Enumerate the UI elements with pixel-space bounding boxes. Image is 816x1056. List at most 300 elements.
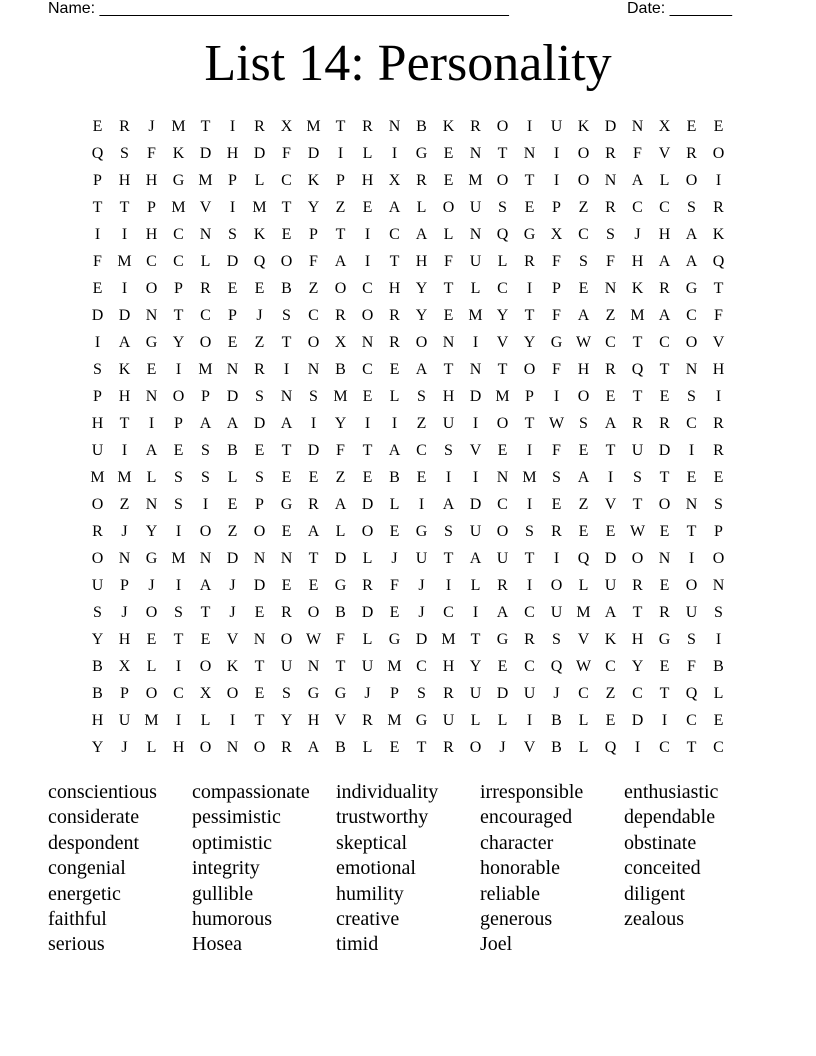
grid-letter: F [552, 253, 561, 270]
grid-letter: Z [119, 496, 130, 513]
grid-letter: H [145, 172, 158, 189]
grid-letter: I [364, 253, 371, 270]
grid-letter: B [416, 118, 427, 135]
grid-letter: M [495, 388, 510, 405]
grid-letter: H [415, 253, 428, 270]
grid-letter: A [415, 361, 428, 378]
grid-letter: P [120, 685, 129, 702]
grid-letter: H [307, 712, 320, 729]
grid-letter: I [175, 712, 182, 729]
grid-letter: T [335, 226, 346, 243]
grid-letter: P [120, 577, 129, 594]
word-bank-item: conceited [624, 857, 701, 880]
grid-letter: S [579, 253, 588, 270]
grid-letter: D [415, 631, 428, 648]
grid-letter: C [632, 685, 643, 702]
grid-letter: R [524, 253, 535, 270]
grid-letter: T [686, 523, 697, 540]
grid-letter: C [497, 496, 508, 513]
grid-letter: G [145, 550, 158, 567]
grid-row [84, 383, 732, 410]
grid-letter: D [307, 145, 320, 162]
word-bank-item: humorous [192, 908, 272, 931]
grid-letter: S [552, 469, 561, 486]
grid-letter: D [496, 685, 509, 702]
word-column [336, 780, 480, 958]
grid-letter: T [119, 415, 130, 432]
grid-letter: D [361, 604, 374, 621]
grid-row [84, 329, 732, 356]
grid-letter: I [148, 415, 155, 432]
word-bank-item: considerate [48, 806, 140, 829]
grid-letter: T [200, 604, 211, 621]
grid-letter: U [442, 712, 455, 729]
grid-letter: C [389, 226, 400, 243]
grid-letter: G [415, 145, 428, 162]
grid-letter: N [685, 361, 698, 378]
grid-letter: D [118, 307, 131, 324]
grid-letter: E [92, 280, 103, 297]
grid-letter: O [469, 739, 482, 756]
grid-letter: K [631, 280, 644, 297]
grid-letter: H [172, 739, 185, 756]
grid-letter: M [171, 118, 186, 135]
grid-letter: L [389, 496, 400, 513]
grid-letter: R [605, 361, 616, 378]
grid-letter: O [415, 334, 428, 351]
grid-letter: I [121, 226, 128, 243]
grid-letter: O [307, 604, 320, 621]
grid-letter: C [362, 361, 373, 378]
grid-letter: C [713, 739, 724, 756]
grid-letter: Y [334, 415, 347, 432]
grid-letter: E [254, 685, 265, 702]
grid-letter: P [714, 523, 723, 540]
grid-letter: I [202, 496, 209, 513]
grid-letter: I [634, 739, 641, 756]
grid-letter: L [416, 199, 427, 216]
grid-letter: O [199, 658, 212, 675]
grid-letter: C [443, 604, 454, 621]
grid-letter: C [362, 280, 373, 297]
grid-letter: T [659, 469, 670, 486]
grid-letter: T [524, 307, 535, 324]
grid-letter: U [415, 550, 428, 567]
grid-letter: E [659, 658, 670, 675]
grid-letter: E [254, 442, 265, 459]
grid-letter: P [93, 172, 102, 189]
grid-row [84, 167, 732, 194]
grid-letter: L [497, 712, 508, 729]
grid-letter: C [146, 253, 157, 270]
grid-letter: C [659, 334, 670, 351]
grid-letter: M [252, 199, 267, 216]
word-bank-item: zealous [624, 908, 684, 931]
grid-letter: C [497, 280, 508, 297]
grid-letter: R [659, 280, 670, 297]
grid-letter: T [605, 442, 616, 459]
grid-letter: B [92, 685, 103, 702]
grid-letter: A [415, 226, 428, 243]
grid-letter: A [388, 199, 401, 216]
grid-letter: A [577, 469, 590, 486]
grid-letter: O [496, 415, 509, 432]
grid-letter: F [309, 253, 318, 270]
grid-letter: Z [335, 199, 346, 216]
grid-letter: I [526, 496, 533, 513]
grid-letter: O [226, 685, 239, 702]
grid-letter: S [255, 388, 264, 405]
grid-letter: E [578, 442, 589, 459]
grid-letter: I [445, 469, 452, 486]
word-bank-item: optimistic [192, 831, 272, 854]
grid-letter: A [658, 253, 671, 270]
grid-letter: D [604, 550, 617, 567]
grid-letter: F [336, 631, 345, 648]
grid-row [84, 275, 732, 302]
word-bank-item: reliable [480, 882, 540, 905]
grid-letter: G [334, 685, 347, 702]
grid-letter: A [469, 550, 482, 567]
word-bank-item: encouraged [480, 806, 573, 829]
grid-letter: A [226, 415, 239, 432]
grid-letter: A [388, 442, 401, 459]
grid-letter: U [631, 442, 644, 459]
grid-letter: M [117, 253, 132, 270]
grid-letter: Z [605, 685, 616, 702]
grid-letter: U [280, 658, 293, 675]
grid-letter: A [199, 415, 212, 432]
grid-letter: R [119, 118, 130, 135]
grid-letter: C [686, 415, 697, 432]
grid-letter: I [121, 280, 128, 297]
grid-letter: G [550, 334, 563, 351]
grid-row [84, 599, 732, 626]
grid-letter: B [92, 658, 103, 675]
grid-letter: N [145, 388, 158, 405]
grid-letter: G [388, 631, 401, 648]
grid-letter: P [201, 388, 210, 405]
grid-letter: S [606, 226, 615, 243]
grid-letter: I [391, 145, 398, 162]
grid-letter: Y [415, 307, 428, 324]
grid-letter: E [389, 604, 400, 621]
grid-letter: G [334, 577, 347, 594]
grid-letter: D [253, 415, 266, 432]
grid-letter: X [199, 685, 212, 702]
grid-letter: V [712, 334, 725, 351]
grid-letter: C [686, 712, 697, 729]
word-bank-item: compassionate [192, 781, 310, 803]
grid-letter: N [118, 550, 131, 567]
grid-letter: J [229, 577, 236, 594]
word-bank-item: dependable [624, 806, 716, 829]
grid-letter: A [604, 604, 617, 621]
grid-letter: J [229, 604, 236, 621]
grid-letter: E [200, 631, 211, 648]
grid-letter: L [254, 172, 265, 189]
grid-letter: Y [415, 280, 428, 297]
grid-row [84, 140, 732, 167]
grid-letter: T [200, 118, 211, 135]
grid-row [84, 302, 732, 329]
grid-letter: H [577, 361, 590, 378]
grid-letter: V [496, 334, 509, 351]
grid-letter: E [227, 334, 238, 351]
grid-letter: R [362, 577, 373, 594]
grid-letter: Q [631, 361, 644, 378]
grid-letter: E [659, 388, 670, 405]
grid-letter: N [226, 361, 239, 378]
grid-letter: T [254, 658, 265, 675]
grid-letter: I [526, 118, 533, 135]
grid-letter: A [631, 172, 644, 189]
grid-letter: S [93, 361, 102, 378]
grid-letter: T [281, 442, 292, 459]
grid-letter: B [281, 280, 292, 297]
word-bank-item: timid [336, 933, 379, 956]
grid-letter: M [171, 199, 186, 216]
grid-letter: U [469, 199, 482, 216]
grid-letter: U [361, 658, 374, 675]
grid-row [84, 545, 732, 572]
grid-letter: T [173, 307, 184, 324]
grid-letter: T [308, 550, 319, 567]
grid-letter: I [175, 658, 182, 675]
grid-letter: L [146, 658, 157, 675]
grid-letter: E [281, 577, 292, 594]
grid-letter: J [121, 604, 128, 621]
grid-row [84, 464, 732, 491]
grid-letter: F [147, 145, 156, 162]
grid-letter: L [200, 253, 211, 270]
grid-letter: L [335, 523, 346, 540]
word-bank-item: emotional [336, 857, 416, 880]
grid-letter: N [658, 550, 671, 567]
grid-letter: U [442, 415, 455, 432]
grid-letter: T [632, 388, 643, 405]
grid-letter: I [472, 415, 479, 432]
grid-letter: N [604, 172, 617, 189]
grid-letter: S [174, 604, 183, 621]
grid-letter: O [712, 145, 725, 162]
grid-letter: L [362, 145, 373, 162]
grid-letter: C [605, 658, 616, 675]
grid-letter: R [632, 577, 643, 594]
grid-letter: E [578, 523, 589, 540]
grid-letter: J [364, 685, 371, 702]
grid-letter: O [280, 253, 293, 270]
grid-letter: B [551, 712, 562, 729]
grid-letter: X [334, 334, 347, 351]
grid-letter: E [443, 172, 454, 189]
grid-letter: I [283, 361, 290, 378]
grid-letter: C [632, 199, 643, 216]
grid-letter: L [227, 469, 238, 486]
grid-letter: A [307, 739, 320, 756]
grid-letter: I [553, 145, 560, 162]
grid-letter: S [417, 685, 426, 702]
grid-letter: H [226, 145, 239, 162]
grid-letter: S [309, 388, 318, 405]
grid-letter: G [415, 712, 428, 729]
date-field-label: Date: _______ [627, 0, 732, 17]
grid-letter: O [712, 550, 725, 567]
grid-letter: V [334, 712, 347, 729]
word-bank-item: conscientious [48, 781, 157, 803]
grid-letter: R [281, 739, 292, 756]
grid-letter: A [334, 253, 347, 270]
grid-letter: S [201, 442, 210, 459]
grid-letter: B [389, 469, 400, 486]
grid-letter: L [362, 739, 373, 756]
grid-letter: R [470, 118, 481, 135]
grid-letter: G [685, 280, 698, 297]
grid-letter: I [94, 226, 101, 243]
grid-letter: O [658, 496, 671, 513]
grid-letter: B [551, 739, 562, 756]
grid-letter: K [577, 118, 590, 135]
grid-letter: S [687, 631, 696, 648]
grid-letter: Z [227, 523, 238, 540]
grid-letter: O [199, 523, 212, 540]
grid-letter: E [227, 280, 238, 297]
grid-letter: C [659, 739, 670, 756]
grid-letter: N [145, 307, 158, 324]
grid-letter: N [199, 226, 212, 243]
grid-row [84, 410, 732, 437]
grid-letter: Q [685, 685, 698, 702]
grid-letter: R [389, 307, 400, 324]
grid-letter: S [417, 388, 426, 405]
grid-letter: E [308, 469, 319, 486]
grid-letter: E [146, 361, 157, 378]
grid-row [84, 572, 732, 599]
grid-letter: O [577, 172, 590, 189]
grid-letter: F [282, 145, 291, 162]
grid-letter: D [469, 388, 482, 405]
grid-letter: T [443, 361, 454, 378]
grid-letter: Y [523, 334, 536, 351]
grid-letter: L [578, 577, 589, 594]
grid-letter: L [146, 739, 157, 756]
grid-letter: R [551, 523, 562, 540]
grid-letter: N [523, 145, 536, 162]
grid-letter: L [578, 739, 589, 756]
grid-letter: H [631, 253, 644, 270]
word-bank-item: faithful [48, 908, 107, 931]
grid-letter: M [333, 388, 348, 405]
grid-letter: E [146, 631, 157, 648]
grid-letter: N [280, 388, 293, 405]
grid-letter: Z [605, 307, 616, 324]
grid-letter: E [659, 523, 670, 540]
grid-letter: I [472, 334, 479, 351]
grid-letter: O [199, 739, 212, 756]
grid-letter: E [605, 388, 616, 405]
grid-letter: O [631, 550, 644, 567]
grid-letter: L [389, 388, 400, 405]
grid-letter: O [577, 388, 590, 405]
grid-row [84, 626, 732, 653]
grid-letter: E [686, 118, 697, 135]
name-field-label: Name: ______________________________________________ [48, 0, 509, 17]
grid-letter: E [686, 469, 697, 486]
grid-row [84, 221, 732, 248]
grid-letter: T [416, 739, 427, 756]
grid-letter: N [307, 361, 320, 378]
grid-letter: P [552, 199, 561, 216]
grid-letter: E [551, 496, 562, 513]
word-search-grid [84, 113, 732, 761]
grid-letter: T [443, 550, 454, 567]
grid-letter: O [523, 361, 536, 378]
grid-letter: B [227, 442, 238, 459]
grid-letter: V [199, 199, 212, 216]
grid-letter: I [121, 442, 128, 459]
word-bank-item: skeptical [336, 831, 408, 854]
grid-letter: T [281, 334, 292, 351]
grid-letter: C [578, 685, 589, 702]
grid-letter: A [577, 307, 590, 324]
grid-letter: U [550, 604, 563, 621]
grid-letter: Z [578, 496, 589, 513]
grid-letter: J [148, 118, 155, 135]
grid-letter: H [91, 415, 104, 432]
grid-letter: Q [712, 253, 725, 270]
grid-letter: N [469, 226, 482, 243]
grid-letter: V [658, 145, 671, 162]
grid-letter: E [524, 199, 535, 216]
grid-letter: I [526, 442, 533, 459]
grid-letter: O [91, 550, 104, 567]
grid-letter: R [389, 334, 400, 351]
grid-letter: I [175, 523, 182, 540]
grid-letter: D [91, 307, 104, 324]
grid-letter: G [307, 685, 320, 702]
grid-letter: N [469, 145, 482, 162]
grid-letter: N [253, 631, 266, 648]
grid-letter: S [93, 604, 102, 621]
grid-letter: L [578, 712, 589, 729]
grid-letter: F [552, 442, 561, 459]
word-bank-item: diligent [624, 882, 686, 905]
grid-letter: O [91, 496, 104, 513]
grid-row [84, 113, 732, 140]
grid-row [84, 707, 732, 734]
grid-letter: M [90, 469, 105, 486]
grid-letter: P [147, 199, 156, 216]
grid-letter: R [605, 199, 616, 216]
grid-letter: I [526, 712, 533, 729]
word-bank-item: individuality [336, 781, 439, 803]
grid-letter: Z [308, 280, 319, 297]
grid-letter: T [335, 118, 346, 135]
word-bank-item: pessimistic [192, 806, 281, 829]
grid-letter: E [254, 604, 265, 621]
grid-letter: K [442, 118, 455, 135]
grid-letter: D [604, 118, 617, 135]
grid-letter: T [524, 550, 535, 567]
grid-letter: T [362, 442, 373, 459]
grid-letter: T [686, 739, 697, 756]
grid-letter: N [280, 550, 293, 567]
grid-letter: R [713, 442, 724, 459]
grid-letter: R [632, 415, 643, 432]
grid-letter: P [552, 280, 561, 297]
grid-letter: C [416, 658, 427, 675]
grid-letter: N [307, 658, 320, 675]
